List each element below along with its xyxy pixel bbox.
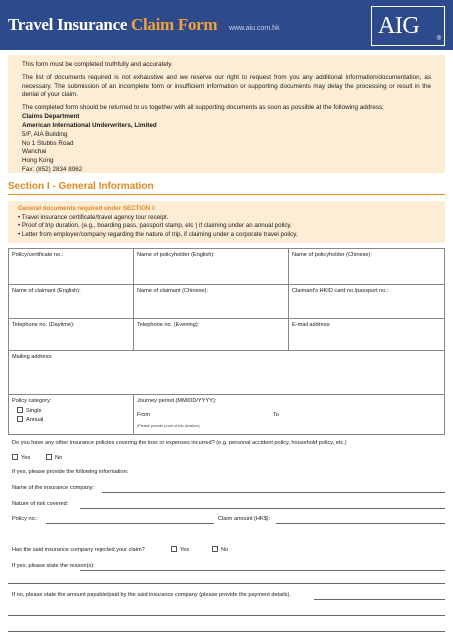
from-label: From (137, 412, 151, 418)
no-checkbox[interactable] (212, 546, 218, 552)
logo-text: AIG (378, 13, 420, 39)
option-label: Yes (21, 455, 31, 461)
yes-checkbox[interactable] (171, 546, 177, 552)
logo-registered-mark: ® (436, 36, 441, 42)
reasons-label: If yes, please state the reason(s): (12, 563, 95, 569)
intro-paragraph-2: The list of documents required is not exhaustive and we reserve our right to request from you any additional information/documentation, as necessary. The submission of an incomplete form or insufficient information or supporting documents may delay the processing or result in the denial of your claim. (22, 74, 431, 98)
telephone-evening-field[interactable] (134, 319, 289, 351)
journey-period-field[interactable] (134, 395, 445, 435)
company-input-line[interactable] (102, 492, 445, 493)
documents-heading: General documents required under SECTION I: (18, 205, 156, 212)
document-item: • Letter from employer/company regarding the nature of trip, if claiming under a corporate travel policy. (18, 231, 435, 240)
if-yes-instruction: If yes, please provide the following information: (12, 469, 129, 475)
claimant-english-field[interactable] (8, 285, 134, 319)
option-label: No (55, 455, 63, 461)
policy-number-field[interactable] (8, 249, 134, 285)
single-checkbox[interactable] (17, 407, 23, 413)
to-label: To (273, 412, 279, 418)
address-line: Hong Kong (22, 156, 54, 164)
claim-amount-label: Claim amount (HK$): (218, 516, 271, 522)
single-option[interactable] (17, 407, 130, 414)
claim-amount-input-line[interactable] (276, 523, 445, 524)
website-url[interactable]: www.aiu.com.hk (229, 25, 280, 32)
hkid-passport-field[interactable] (289, 285, 445, 319)
aig-logo (371, 6, 445, 46)
yes-checkbox[interactable] (12, 454, 18, 460)
email-field[interactable] (289, 319, 445, 351)
address-line: Wanchai (22, 148, 47, 156)
intro-paragraph-3: The completed form should be returned to us together with all supporting documents as soon as possible at the following address: (22, 104, 384, 112)
address-line: No 1 Stubbs Road (22, 139, 74, 147)
field-label: Name of claimant (English): (12, 288, 81, 294)
field-label: Journey period (MM/DD/YYYY): (137, 398, 217, 404)
policy-no-label: Policy no.: (12, 516, 38, 522)
title-part1: Travel Insurance (8, 15, 128, 34)
intro-paragraph-1: This form must be completed truthfully and accurately. (22, 61, 173, 68)
intro-box (8, 55, 445, 173)
policy-no-input-line[interactable] (46, 523, 214, 524)
payment-details-input-line[interactable] (314, 599, 445, 600)
title-part2: Claim Form (131, 15, 218, 34)
rejected-question: Has the said insurance company rejected your claim? (12, 547, 145, 553)
option-label: No (221, 547, 229, 553)
annual-checkbox[interactable] (17, 416, 23, 422)
document-item: • Travel insurance certificate/travel agency tour receipt. (18, 214, 435, 223)
field-label: Name of policyholder (Chinese): (292, 252, 372, 258)
address-line: Fax: (852) 2834 8962 (22, 165, 83, 173)
risk-label: Nature of risk covered: (12, 501, 69, 507)
policyholder-chinese-field[interactable] (289, 249, 445, 285)
field-label: Policy/certificate no.: (12, 252, 64, 258)
section-title: Section I - General Information (8, 181, 154, 192)
field-label: Telephone no. (Evening): (137, 322, 200, 328)
if-no-instruction: If no, please state the amount payable/paid by the said insurance company (please provide the payment details). (12, 592, 291, 598)
field-label: E-mail address: (292, 322, 331, 328)
proof-note: (Please provide proof of trip duration) (137, 424, 200, 428)
field-label: Name of policyholder (English): (137, 252, 215, 258)
field-label: Mailing address: (12, 354, 53, 360)
telephone-daytime-field[interactable] (8, 319, 134, 351)
field-label: Telephone no. (Daytime): (12, 322, 75, 328)
rejected-yes-option[interactable] (171, 546, 189, 553)
other-policies-question: Do you have any other insurance policies covering the loss or expenses incurred? (e.g. personal accident policy, household policy, etc.) (12, 440, 347, 446)
claims-address (22, 113, 431, 174)
field-label: Name of claimant (Chinese): (137, 288, 208, 294)
company-label: Name of the insurance company: (12, 485, 95, 491)
option-label: Annual (26, 417, 44, 423)
mailing-address-field[interactable] (8, 351, 445, 395)
claimant-chinese-field[interactable] (134, 285, 289, 319)
reasons-input-line-2[interactable] (8, 583, 445, 584)
annual-option[interactable] (17, 416, 130, 423)
field-label: Claimant's HKID card no./passport no.: (292, 288, 389, 294)
other-policies-no-option[interactable] (46, 454, 62, 461)
field-label: Policy category: (12, 398, 52, 404)
documents-required-box (8, 201, 445, 243)
payment-details-input-line-3[interactable] (8, 631, 445, 632)
rejected-no-option[interactable] (212, 546, 228, 553)
other-policies-yes-option[interactable] (12, 454, 30, 461)
reasons-input-line[interactable] (80, 570, 445, 571)
no-checkbox[interactable] (46, 454, 52, 460)
form-title (8, 15, 217, 35)
general-info-form (8, 248, 445, 640)
address-line: American International Underwriters, Limited (22, 122, 157, 130)
document-item: • Proof of trip duration, (e.g., boarding pass, passport stamp, etc ) if claiming under an annual policy. (18, 222, 435, 231)
address-line: Claims Department (22, 113, 80, 121)
address-line: 5/F, AIA Building (22, 130, 68, 138)
risk-input-line[interactable] (80, 508, 445, 509)
policy-category-field (8, 395, 134, 435)
option-label: Single (26, 408, 42, 414)
policyholder-english-field[interactable] (134, 249, 289, 285)
section-divider (8, 194, 445, 195)
option-label: Yes (180, 547, 190, 553)
payment-details-input-line-2[interactable] (8, 615, 445, 616)
